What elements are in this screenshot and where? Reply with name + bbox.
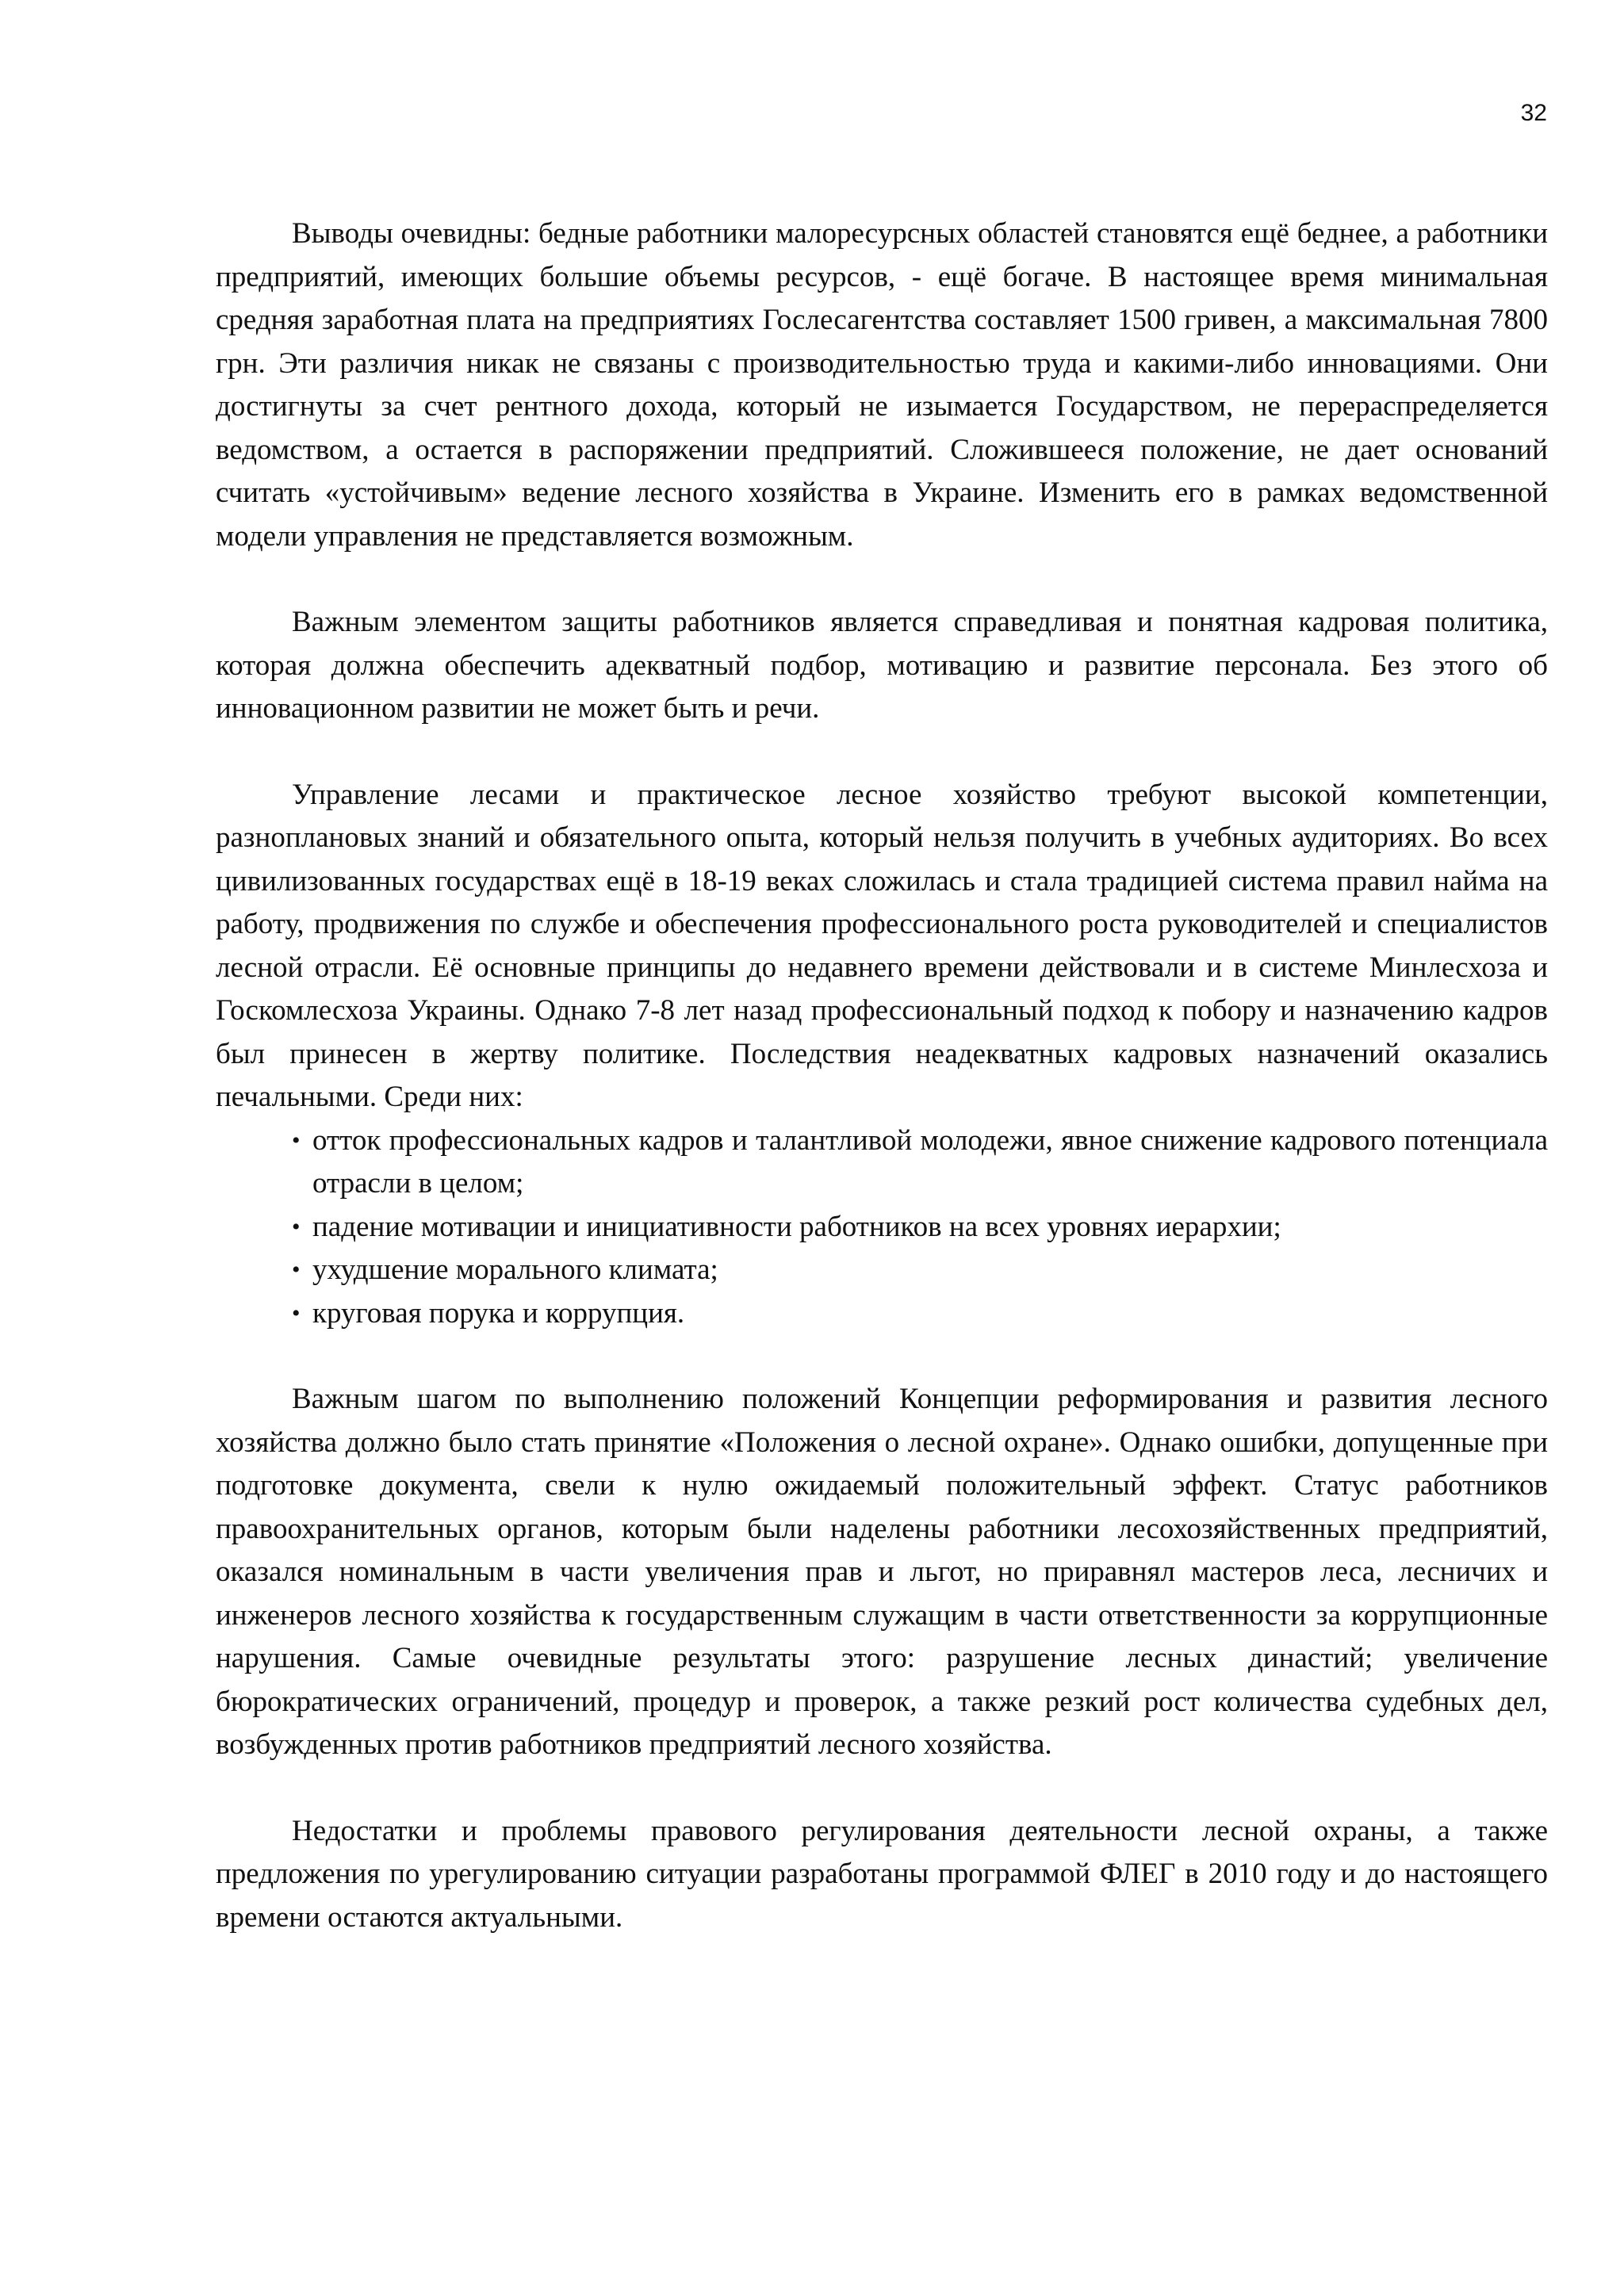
- bullet-icon: •: [292, 1213, 301, 1240]
- bullet-icon: •: [292, 1127, 301, 1154]
- list-item-text: отток профессиональных кадров и талантливой молодежи, явное снижение кадрового потенциала отрасли в целом;: [312, 1123, 1548, 1200]
- bullet-icon: •: [292, 1257, 301, 1283]
- paragraph-personnel-policy: Важным элементом защиты работников является справедливая и понятная кадровая политика, которая должна обеспечить адекватный подбор, мотивацию и развитие персонала. Без этого об инновационном развитии не может быть и речи.: [216, 606, 1548, 725]
- paragraph-forest-guard-regulation: Важным шагом по выполнению положений Концепции реформирования и развития лесного хозяйства должно было стать принятие «Положения о лесной охране». Однако ошибки, допущенные при подготовке документа, свели к нулю ожидаемый положительный эффект. Статус работников правоохранительных органов, которым были наделены работники лесохозяйственных предприятий, оказался номинальным в части увеличения прав и льгот, но приравнял мастеров леса, лесничих и инженеров лесного хозяйства к государственным служащим в части ответственности за коррупционные нарушения. Самые очевидные результаты этого: разрушение лесных династий; увеличение бюрократических ограничений, процедур и проверок, а также резкий рост количества судебных дел, возбужденных против работников предприятий лесного хозяйства.: [216, 1383, 1548, 1761]
- paragraph-legal-regulation: Недостатки и проблемы правового регулирования деятельности лесной охраны, а также предложения по урегулированию ситуации разработаны программой ФЛЕГ в 2010 году и до настоящего времени остаются актуальными.: [216, 1814, 1548, 1934]
- page-number: 32: [1520, 100, 1547, 126]
- list-item: [292, 1119, 1548, 1206]
- list-item-text: ухудшение морального климата;: [312, 1253, 718, 1286]
- paragraph-forest-management: Управление лесами и практическое лесное хозяйство требуют высокой компетенции, разноплановых знаний и обязательного опыта, который нельзя получить в учебных аудиториях. Во всех цивилизованных государствах ещё в 18-19 веках сложилась и стала традицией система правил найма на работу, продвижения по службе и обеспечения профессионального роста руководителей и специалистов лесной отрасли. Её основные принципы до недавнего времени действовали и в системе Минлесхоза и Госкомлесхоза Украины. Однако 7-8 лет назад профессиональный подход к побору и назначению кадров был принесен в жертву политике. Последствия неадекватных кадровых назначений оказались печальными. Среди них:: [216, 778, 1548, 1113]
- bullet-icon: •: [292, 1299, 301, 1326]
- consequences-list: [216, 1119, 1548, 1336]
- list-item: [292, 1292, 1548, 1336]
- list-item-text: круговая порука и коррупция.: [312, 1296, 685, 1330]
- list-item: [292, 1249, 1548, 1292]
- list-item: [292, 1206, 1548, 1249]
- paragraph-conclusions: Выводы очевидны: бедные работники малоресурсных областей становятся ещё беднее, а работники предприятий, имеющих большие объемы ресурсов, - ещё богаче. В настоящее время минимальная средняя заработная плата на предприятиях Гослесагентства составляет 1500 гривен, а максимальная 7800 грн. Эти различия никак не связаны с производительностью труда и какими-либо инновациями. Они достигнуты за счет рентного дохода, который не изымается Государством, не перераспределяется ведомством, а остается в распоряжении предприятий. Сложившееся положение, не дает оснований считать «устойчивым» ведение лесного хозяйства в Украине. Изменить его в рамках ведомственной модели управления не представляется возможным.: [216, 217, 1548, 553]
- list-item-text: падение мотивации и инициативности работников на всех уровнях иерархии;: [312, 1210, 1281, 1243]
- document-body: [216, 212, 1548, 1982]
